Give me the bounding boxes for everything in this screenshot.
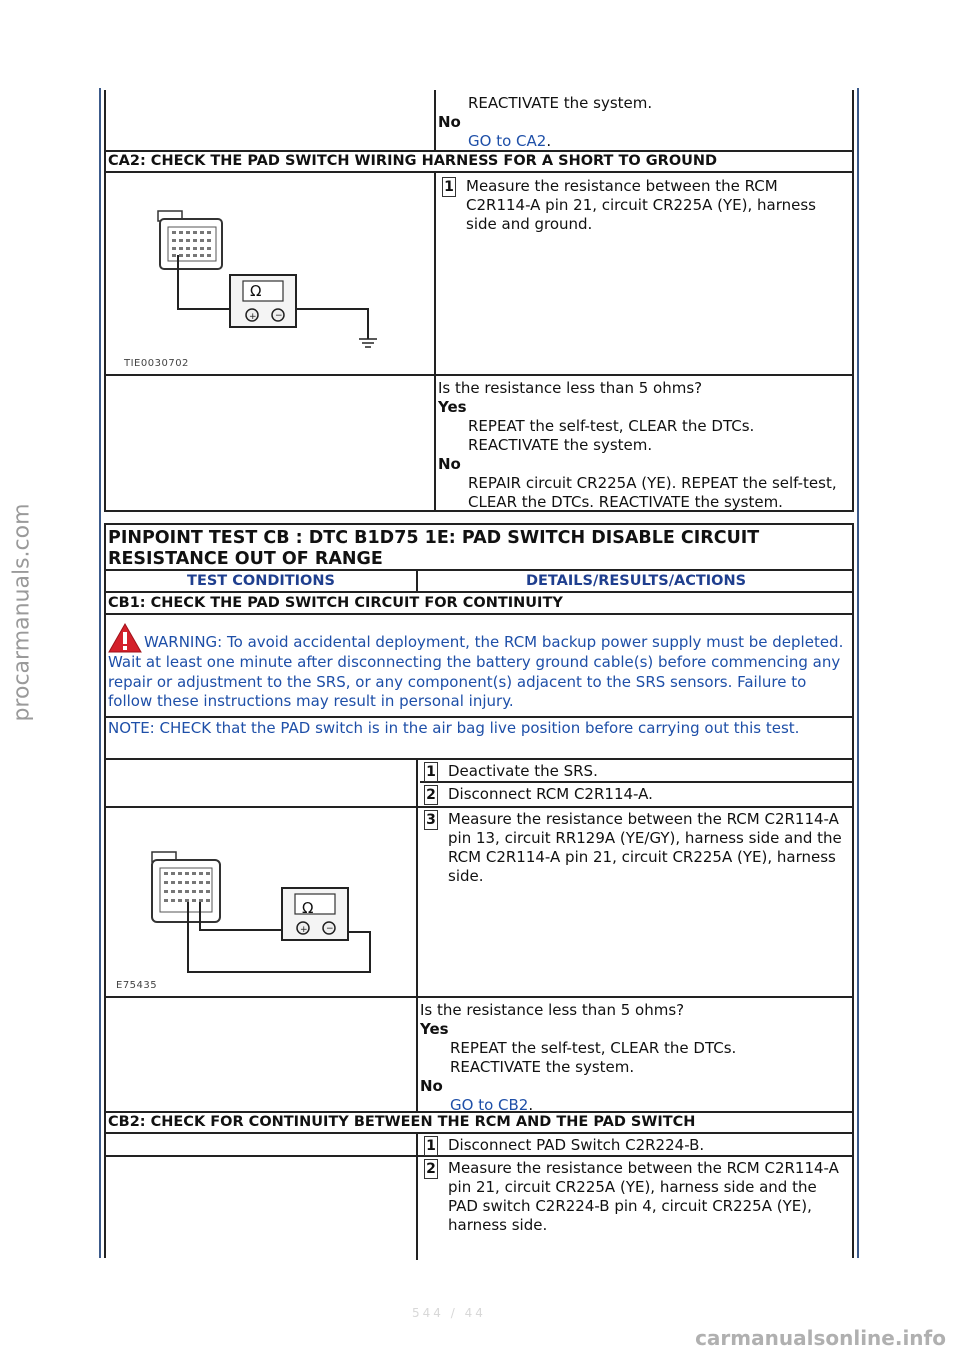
- cb1-step3-row: [106, 808, 852, 998]
- step-number: 1: [424, 762, 438, 782]
- cb1-result-row: [106, 998, 852, 1113]
- cb-title-row: [106, 525, 852, 571]
- col-test-conditions: TEST CONDITIONS: [106, 571, 418, 591]
- period: .: [528, 1096, 534, 1114]
- cb2-step2-row: [106, 1157, 852, 1260]
- ca2-result-left: [106, 376, 436, 510]
- cb1-note-row: [106, 718, 852, 760]
- ca2-yes-line1: REPEAT the self-test, CLEAR the DTCs.: [468, 417, 755, 435]
- cb2-step2-text: Measure the resistance between the RCM C2R114-A pin 21, circuit CR225A (YE), harness side and the PAD switch C2R224-B pin 4, circuit CR225A (YE), harness side.: [448, 1159, 839, 1234]
- reactivate-text: REACTIVATE the system.: [468, 94, 653, 112]
- ca2-no-label: No: [438, 455, 461, 473]
- cb1-step-1-box: [420, 760, 852, 783]
- step-number: 1: [424, 1136, 438, 1156]
- cb-column-header-row: [106, 571, 852, 593]
- cb1-step3-text: Measure the resistance between the RCM C2R114-A pin 13, circuit RR129A (YE/GY), harness side and the RCM C2R114-A pin 21, circuit CR225A (YE), harness side.: [448, 810, 842, 885]
- cb1-yes-label: Yes: [420, 1020, 449, 1038]
- cb1-steps-row: [106, 760, 852, 808]
- ca2-figure-code: TIE0030702: [124, 358, 189, 369]
- cb2-step-1: [424, 1136, 848, 1156]
- ca1-result-row: [106, 90, 852, 152]
- cb2-title: CB2: CHECK FOR CONTINUITY BETWEEN THE RCM AND THE PAD SWITCH: [108, 1114, 696, 1130]
- ca2-yes-line2: REACTIVATE the system.: [468, 436, 653, 454]
- ca2-no-text: REPAIR circuit CR225A (YE). REPEAT the self-test, CLEAR the DTCs. REACTIVATE the system.: [468, 474, 837, 511]
- svg-text:−: −: [326, 924, 334, 934]
- ca2-wiring-diagram: [118, 179, 418, 369]
- page-number: 544 / 44: [412, 1306, 486, 1320]
- warning-text: WARNING: To avoid accidental deployment, the RCM backup power supply must be depleted. Wait at least one minute after disconnecting the battery ground cable(s) before commencing any repair or adjustment to the SRS, or any component(s) adjacent to the SRS sensors. Failure to follow these instructions may result in personal injury.: [108, 633, 844, 710]
- ca2-result-right: [438, 379, 848, 512]
- cb2-step1-row: [106, 1134, 852, 1157]
- cb1-title-row: [106, 593, 852, 615]
- step-number: 3: [424, 810, 438, 830]
- cb1-step2-text: Disconnect RCM C2R114-A.: [448, 785, 653, 803]
- cb2-step2-left: [106, 1157, 418, 1260]
- col-details-results-actions: DETAILS/RESULTS/ACTIONS: [525, 573, 747, 589]
- period: .: [546, 132, 552, 150]
- warning-block: [108, 623, 846, 712]
- cb1-warning-row: [106, 615, 852, 718]
- go-to-cb2-link[interactable]: GO to CB2: [450, 1096, 529, 1114]
- cb1-wiring-diagram: [112, 812, 412, 992]
- cb1-step-2-box: [420, 783, 852, 805]
- cb1-question: Is the resistance less than 5 ohms?: [420, 1001, 685, 1019]
- note-text: NOTE: CHECK that the PAD switch is in the air bag live position before carrying out this test.: [108, 719, 800, 737]
- cb1-no-label: No: [420, 1077, 443, 1095]
- svg-text:−: −: [275, 311, 283, 321]
- page-rule-right: [857, 88, 859, 1258]
- ca1-right-cell: [438, 94, 848, 151]
- step-number: 2: [424, 785, 438, 805]
- ca1-left-cell: [106, 90, 436, 150]
- page-rule-left: [99, 88, 101, 1258]
- ca2-step-1: [442, 177, 844, 234]
- warning-icon: [108, 623, 142, 653]
- ca2-meter-symbol: Ω: [250, 282, 262, 300]
- cb2-step1-text: Disconnect PAD Switch C2R224-B.: [448, 1136, 705, 1154]
- ca2-result-row: [106, 376, 852, 510]
- ca2-step1-text: Measure the resistance between the RCM C2R114-A pin 21, circuit CR225A (YE), harness side and ground.: [466, 177, 816, 233]
- step-number: 1: [442, 177, 456, 197]
- ca2-title: CA2: CHECK THE PAD SWITCH WIRING HARNESS FOR A SHORT TO GROUND: [108, 153, 718, 169]
- cb1-step-2: [420, 783, 852, 805]
- ca2-figure-cell: [106, 173, 436, 374]
- cb1-yes-line2: REACTIVATE the system.: [450, 1058, 635, 1076]
- cb2-step-2: [424, 1159, 848, 1235]
- svg-text:+: +: [300, 925, 308, 935]
- ca2-question: Is the resistance less than 5 ohms?: [438, 379, 703, 397]
- cb-table: [104, 523, 854, 1258]
- cb-title: PINPOINT TEST CB : DTC B1D75 1E: PAD SWITCH DISABLE CIRCUIT RESISTANCE OUT OF RANGE: [108, 528, 760, 569]
- cb1-result-right: [420, 1001, 850, 1115]
- step-number: 2: [424, 1159, 438, 1179]
- cb1-step-1: [420, 760, 852, 782]
- cb1-title: CB1: CHECK THE PAD SWITCH CIRCUIT FOR CONTINUITY: [108, 595, 563, 611]
- go-to-ca2-link[interactable]: GO to CA2: [468, 132, 547, 150]
- svg-text:+: +: [249, 312, 257, 322]
- cb1-result-left: [106, 998, 418, 1111]
- cb1-figure-code: E75435: [116, 980, 158, 991]
- cb1-step-3: [424, 810, 848, 886]
- no-label: No: [438, 113, 461, 131]
- side-watermark: procarmanuals.com: [9, 503, 35, 722]
- cb1-steps-left: [106, 760, 418, 806]
- cb2-title-row: [106, 1113, 852, 1134]
- ca2-yes-label: Yes: [438, 398, 467, 416]
- ca-table: [104, 90, 854, 512]
- cb1-figure-cell: [106, 808, 418, 996]
- cb2-step1-left: [106, 1134, 418, 1155]
- cb1-meter-symbol: Ω: [302, 899, 314, 917]
- cb1-yes-line1: REPEAT the self-test, CLEAR the DTCs.: [450, 1039, 737, 1057]
- cb1-step1-text: Deactivate the SRS.: [448, 762, 598, 780]
- bottom-watermark: carmanualsonline.info: [695, 1326, 946, 1350]
- ca2-step-row: [106, 173, 852, 376]
- ca2-title-row: [106, 152, 852, 173]
